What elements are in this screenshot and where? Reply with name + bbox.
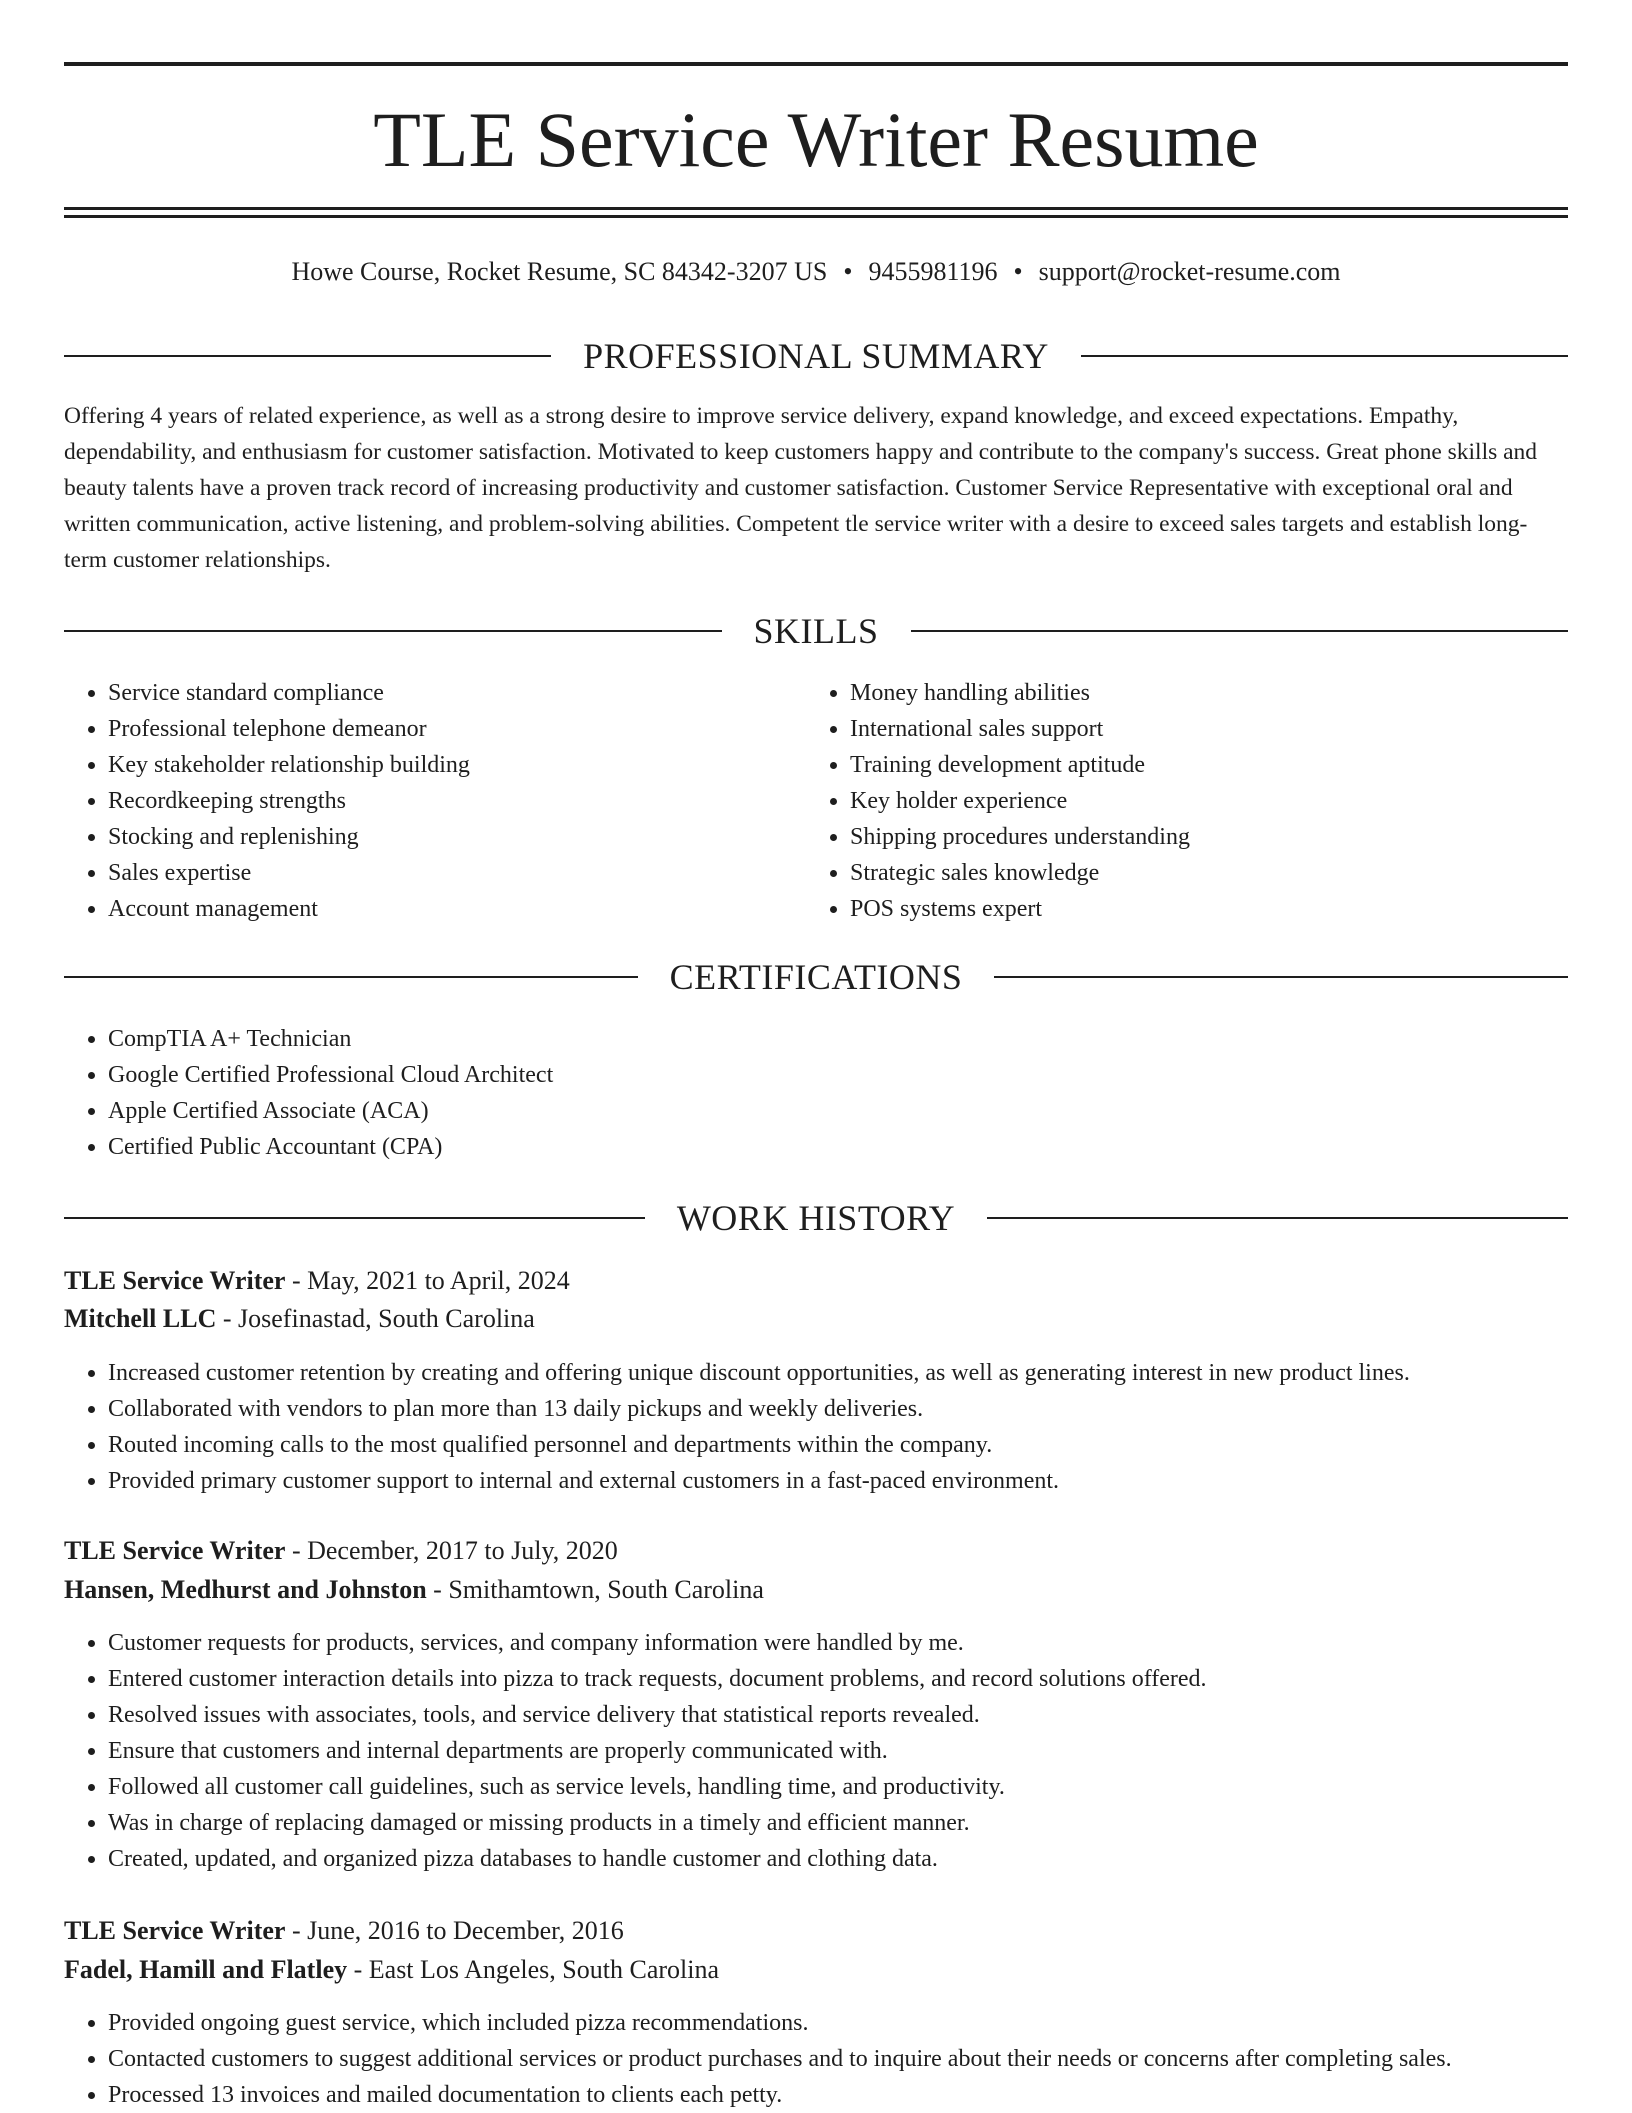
skill-item: • Shipping procedures understanding [850,819,1550,855]
job-title: TLE Service Writer [64,1266,286,1295]
job-bullet: • Provided primary customer support to internal and external customers in a fast-paced environment. [108,1463,1568,1499]
heading-rule [64,630,722,632]
skill-item: • Professional telephone demeanor [108,711,808,747]
header-double-rule-upper [64,207,1568,210]
job-bullet: • Collaborated with vendors to plan more than 13 daily pickups and weekly deliveries. [108,1391,1568,1427]
job-bullet: • Was in charge of replacing damaged or missing products in a timely and efficient manner. [108,1805,1568,1841]
skill-item: • International sales support [850,711,1550,747]
job-company-line [64,1571,764,1609]
contact-phone: 9455981196 [868,257,998,286]
skill-item: • POS systems expert [850,891,1550,927]
skill-item: • Stocking and replenishing [108,819,808,855]
summary-section-heading [64,334,1568,378]
job-bullet: • Provided ongoing guest service, which included pizza recommendations. [108,2005,1568,2041]
page-title: TLE Service Writer Resume [373,96,1259,183]
job-title: TLE Service Writer [64,1536,286,1565]
certification-item: • Apple Certified Associate (ACA) [108,1093,1568,1129]
heading-rule [64,355,551,357]
job-bullet: • Contacted customers to suggest additional services or product purchases and to inquire about their needs or concerns after completing sales. [108,2041,1568,2077]
job-bullet: • Customer requests for products, services, and company information were handled by me. [108,1625,1568,1661]
certifications-section-heading [64,955,1568,999]
skills-heading-label: SKILLS [753,611,879,651]
work-heading-label: WORK HISTORY [676,1198,956,1238]
job-bullet: • Processed 13 invoices and mailed documentation to clients each petty. [108,2077,1568,2113]
heading-rule [987,1217,1568,1219]
job-bullet-list [64,1355,1568,1499]
job-company: Mitchell LLC [64,1304,217,1333]
skill-item: • Training development aptitude [850,747,1550,783]
certifications-heading-label: CERTIFICATIONS [669,957,963,997]
skills-section-heading [64,609,1568,653]
job-bullet: • Routed incoming calls to the most qualified personnel and departments within the company. [108,1427,1568,1463]
job-company: Fadel, Hamill and Flatley [64,1955,348,1984]
skill-item: • Key stakeholder relationship building [108,747,808,783]
job-bullet-list [64,2005,1568,2113]
job-bullet: • Followed all customer call guidelines, such as service levels, handling time, and productivity. [108,1769,1568,1805]
header-double-rule-lower [64,215,1568,218]
job-bullet-list [64,1625,1568,1877]
skill-item: • Account management [108,891,808,927]
job-bullet: • Entered customer interaction details into pizza to track requests, document problems, and record solutions offered. [108,1661,1568,1697]
job-location: - East Los Angeles, South Carolina [347,1955,720,1984]
header-top-rule [64,62,1568,66]
job-company: Hansen, Medhurst and Johnston [64,1575,427,1604]
contact-separator: • [1013,257,1023,286]
job-title-line [64,1912,624,1950]
heading-rule [994,976,1568,978]
job-company-line [64,1300,535,1338]
heading-rule [64,976,638,978]
job-bullet: • Increased customer retention by creating and offering unique discount opportunities, as well as generating interest in new product lines. [108,1355,1568,1391]
skill-item: • Key holder experience [850,783,1550,819]
skills-list-right [806,675,1550,927]
contact-email: support@rocket-resume.com [1038,257,1341,286]
certification-item: • Certified Public Accountant (CPA) [108,1129,1568,1165]
job-dates: - June, 2016 to December, 2016 [285,1916,624,1945]
job-location: - Smithamtown, South Carolina [426,1575,764,1604]
heading-rule [1081,355,1568,357]
certification-item: • CompTIA A+ Technician [108,1021,1568,1057]
work-section-heading [64,1196,1568,1240]
certification-item: • Google Certified Professional Cloud Architect [108,1057,1568,1093]
job-bullet: • Ensure that customers and internal departments are properly communicated with. [108,1733,1568,1769]
job-title: TLE Service Writer [64,1916,286,1945]
skill-item: • Money handling abilities [850,675,1550,711]
contact-separator: • [843,257,853,286]
contact-address: Howe Course, Rocket Resume, SC 84342-3207 US [291,257,828,286]
skill-item: • Recordkeeping strengths [108,783,808,819]
job-dates: - May, 2021 to April, 2024 [285,1266,570,1295]
skill-item: • Service standard compliance [108,675,808,711]
contact-line [64,254,1568,290]
job-company-line [64,1951,719,1989]
job-location: - Josefinastad, South Carolina [216,1304,535,1333]
skill-item: • Sales expertise [108,855,808,891]
certifications-list [64,1021,1568,1165]
job-bullet: • Resolved issues with associates, tools, and service delivery that statistical reports revealed. [108,1697,1568,1733]
job-title-line [64,1262,570,1300]
heading-rule [64,1217,645,1219]
summary-heading-label: PROFESSIONAL SUMMARY [583,336,1049,376]
skills-list-left [64,675,808,927]
heading-rule [911,630,1569,632]
job-dates: - December, 2017 to July, 2020 [285,1536,618,1565]
summary-text: Offering 4 years of related experience, as well as a strong desire to improve service delivery, expand knowledge, and exceed expectations. Empathy, dependability, and enthusiasm for customer satisfaction. Motivated to keep customers happy and contribute to the company's success. Great phone skills and beauty talents have a proven track record of increasing productivity and customer satisfaction. Customer Service Representative with exceptional oral and written communication, active listening, and problem-solving abilities. Competent tle service writer with a desire to exceed sales targets and establish long-term customer relationships. [64,403,1538,573]
skill-item: • Strategic sales knowledge [850,855,1550,891]
job-title-line [64,1532,618,1570]
job-bullet: • Created, updated, and organized pizza databases to handle customer and clothing data. [108,1841,1568,1877]
